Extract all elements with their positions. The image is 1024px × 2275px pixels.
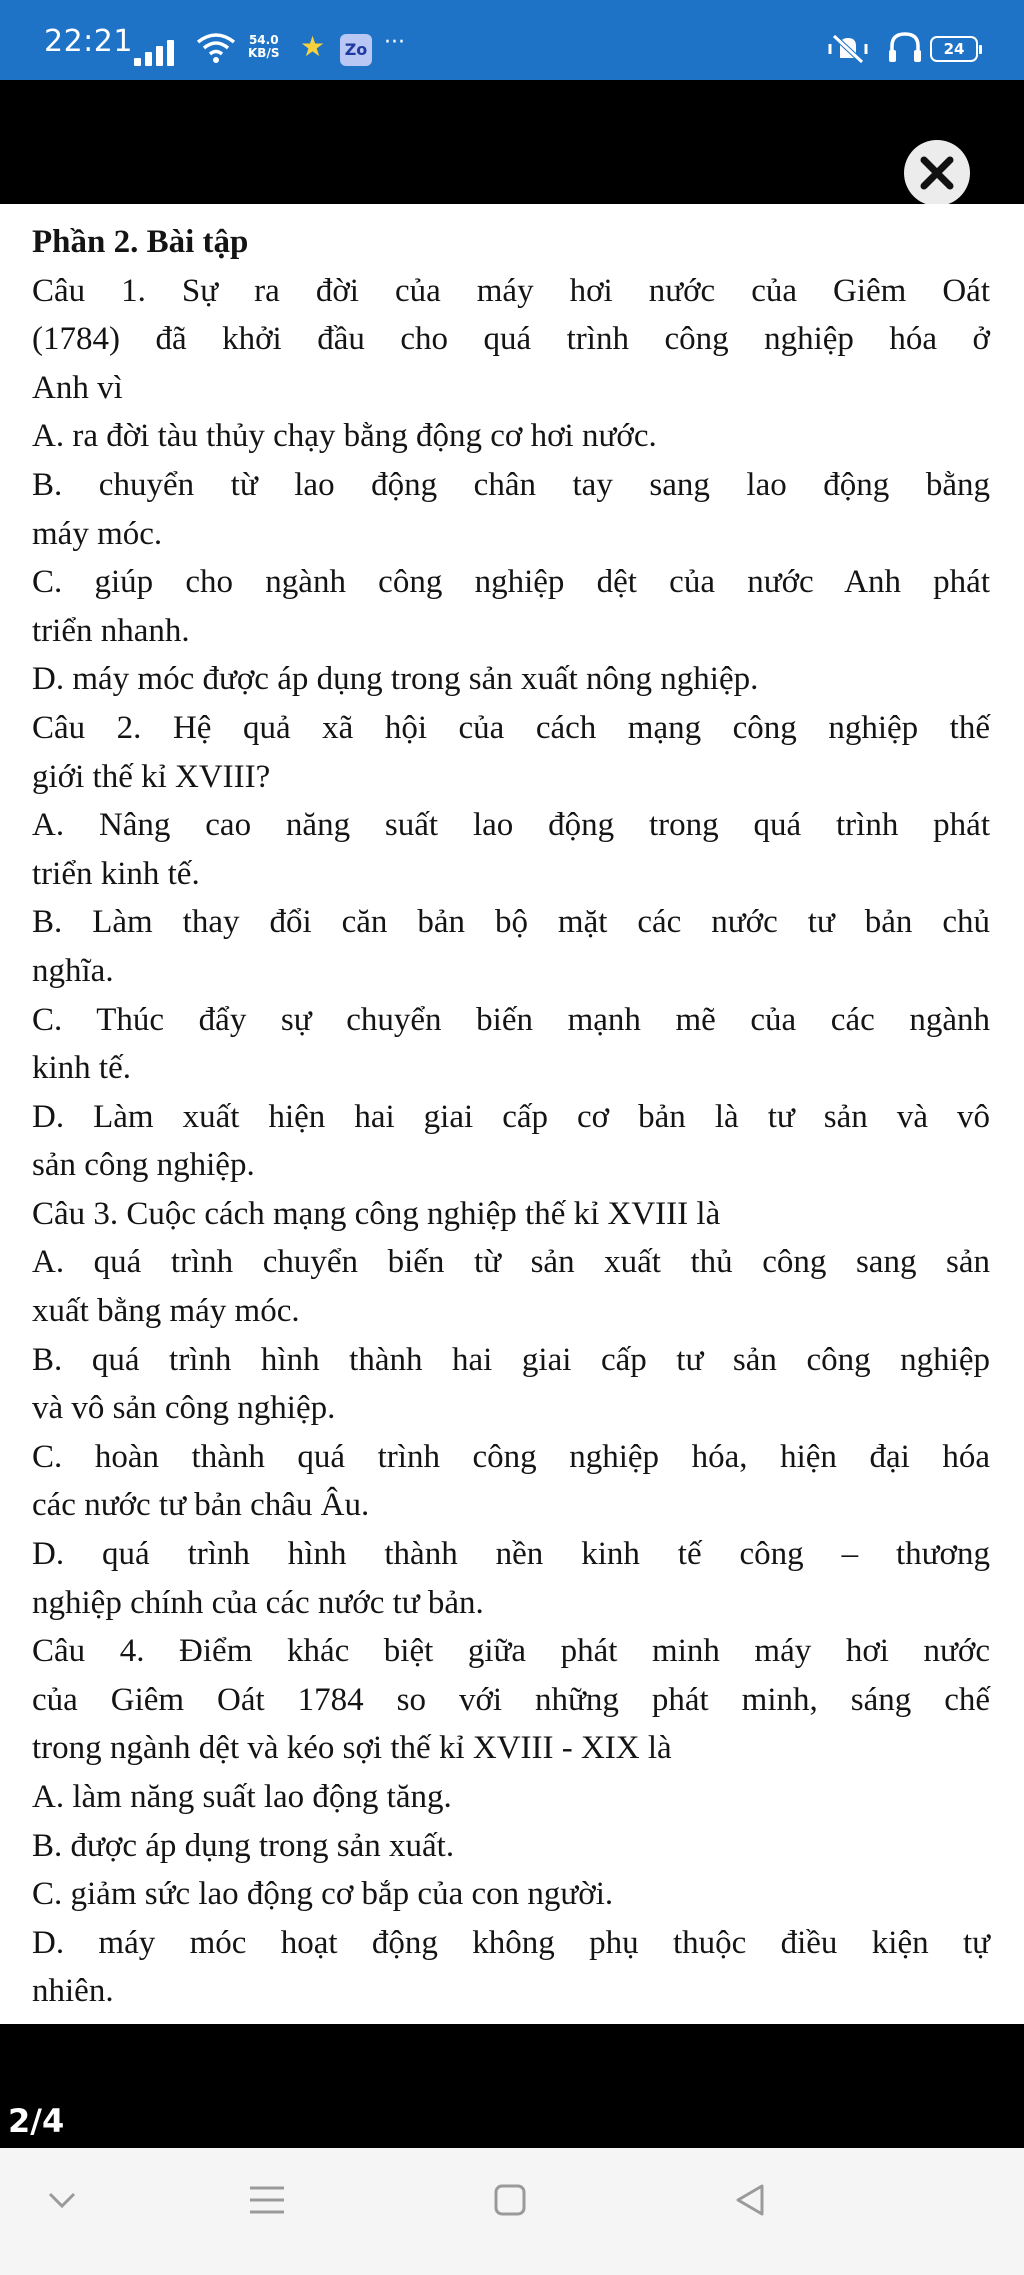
back-triangle-icon: [730, 2180, 770, 2220]
home-button[interactable]: [490, 2180, 530, 2225]
question-3-option-b-line-2: và vô sản công nghiệp.: [32, 1390, 336, 1427]
back-button[interactable]: [730, 2180, 770, 2225]
question-2-option-d-line-2: sản công nghiệp.: [32, 1147, 255, 1184]
page-indicator: 2/4: [8, 2102, 65, 2140]
more-notifications-indicator: ···: [384, 30, 405, 55]
question-3-option-c-line-1: C. hoàn thành quá trình công nghiệp hóa, hiện đại hóa: [32, 1438, 990, 1475]
section-heading: Phần 2. Bài tập: [32, 224, 249, 260]
question-4-option-b: B. được áp dụng trong sản xuất.: [32, 1827, 455, 1864]
question-4-option-d-line-1: D. máy móc hoạt động không phụ thuộc điều kiện tự: [32, 1924, 990, 1961]
question-4-option-d-line-2: nhiên.: [32, 1973, 114, 2010]
document-page: [0, 204, 1024, 2024]
question-3-line-1: Câu 3. Cuộc cách mạng công nghiệp thế kỉ XVIII là: [32, 1195, 721, 1232]
question-1-option-b-line-1: B. chuyển từ lao động chân tay sang lao động bằng: [32, 466, 990, 503]
question-2-option-c-line-2: kinh tế.: [32, 1050, 131, 1087]
question-1-line-2: (1784) đã khởi đầu cho quá trình công nghiệp hóa ở: [32, 321, 990, 358]
vibrate-mute-icon: [828, 32, 868, 70]
star-icon: ★: [300, 30, 326, 63]
question-1-option-c-line-2: triển nhanh.: [32, 612, 190, 649]
question-3-option-a-line-1: A. quá trình chuyển biến từ sản xuất thủ công sang sản: [32, 1244, 990, 1281]
question-2-option-a-line-2: triển kinh tế.: [32, 855, 200, 892]
network-speed-unit: KB/S: [248, 46, 280, 60]
chevron-down-icon: [42, 2180, 82, 2220]
status-time: 22:21: [44, 24, 133, 59]
question-3-option-a-line-2: xuất bằng máy móc.: [32, 1293, 300, 1330]
hide-nav-button[interactable]: [42, 2180, 82, 2225]
question-4-option-c: C. giảm sức lao động cơ bắp của con người.: [32, 1876, 614, 1913]
question-1-option-b-line-2: máy móc.: [32, 515, 163, 552]
question-2-line-2: giới thế kỉ XVIII?: [32, 758, 271, 795]
question-1-option-d: D. máy móc được áp dụng trong sản xuất nông nghiệp.: [32, 661, 759, 698]
question-2-option-b-line-1: B. Làm thay đổi căn bản bộ mặt các nước tư bản chủ: [32, 904, 990, 941]
question-3-option-b-line-1: B. quá trình hình thành hai giai cấp tư sản công nghiệp: [32, 1341, 990, 1378]
question-4-line-2: của Giêm Oát 1784 so với những phát minh, sáng chế: [32, 1681, 990, 1718]
status-bar: [0, 0, 1024, 80]
battery-indicator: 24: [930, 36, 978, 62]
question-3-option-c-line-2: các nước tư bản châu Âu.: [32, 1487, 370, 1524]
zalo-app-icon: Zo: [340, 34, 372, 66]
menu-icon: [244, 2180, 290, 2220]
close-icon: [919, 155, 955, 191]
home-square-icon: [490, 2180, 530, 2220]
question-4-option-a: A. làm năng suất lao động tăng.: [32, 1779, 452, 1815]
question-2-option-c-line-1: C. Thúc đẩy sự chuyển biến mạnh mẽ của các ngành: [32, 1001, 990, 1038]
question-3-option-d-line-1: D. quá trình hình thành nền kinh tế công – thương: [32, 1536, 990, 1573]
question-1-line-1: Câu 1. Sự ra đời của máy hơi nước của Giêm Oát: [32, 272, 990, 309]
question-3-option-d-line-2: nghiệp chính của các nước tư bản.: [32, 1584, 484, 1621]
network-speed: [248, 34, 279, 60]
question-2-option-a-line-1: A. Nâng cao năng suất lao động trong quá trình phát: [32, 807, 990, 844]
question-2-line-1: Câu 2. Hệ quả xã hội của cách mạng công nghiệp thế: [32, 709, 990, 746]
wifi-icon: [196, 32, 236, 68]
headset-icon: [886, 30, 924, 70]
question-1-option-c-line-1: C. giúp cho ngành công nghiệp dệt của nước Anh phát: [32, 564, 990, 601]
recent-apps-button[interactable]: [244, 2180, 290, 2225]
question-4-line-1: Câu 4. Điểm khác biệt giữa phát minh máy hơi nước: [32, 1633, 990, 1670]
navigation-bar: [0, 2148, 1024, 2275]
question-1-line-3: Anh vì: [32, 369, 123, 406]
question-2-option-d-line-1: D. Làm xuất hiện hai giai cấp cơ bản là tư sản và vô: [32, 1098, 990, 1135]
network-speed-value: 54.0: [248, 33, 279, 47]
question-4-line-3: trong ngành dệt và kéo sợi thế kỉ XVIII - XIX là: [32, 1730, 672, 1767]
signal-icon: [134, 38, 180, 66]
close-button[interactable]: [904, 140, 970, 206]
question-2-option-b-line-2: nghĩa.: [32, 952, 114, 989]
question-1-option-a: A. ra đời tàu thủy chạy bằng động cơ hơi nước.: [32, 418, 657, 455]
